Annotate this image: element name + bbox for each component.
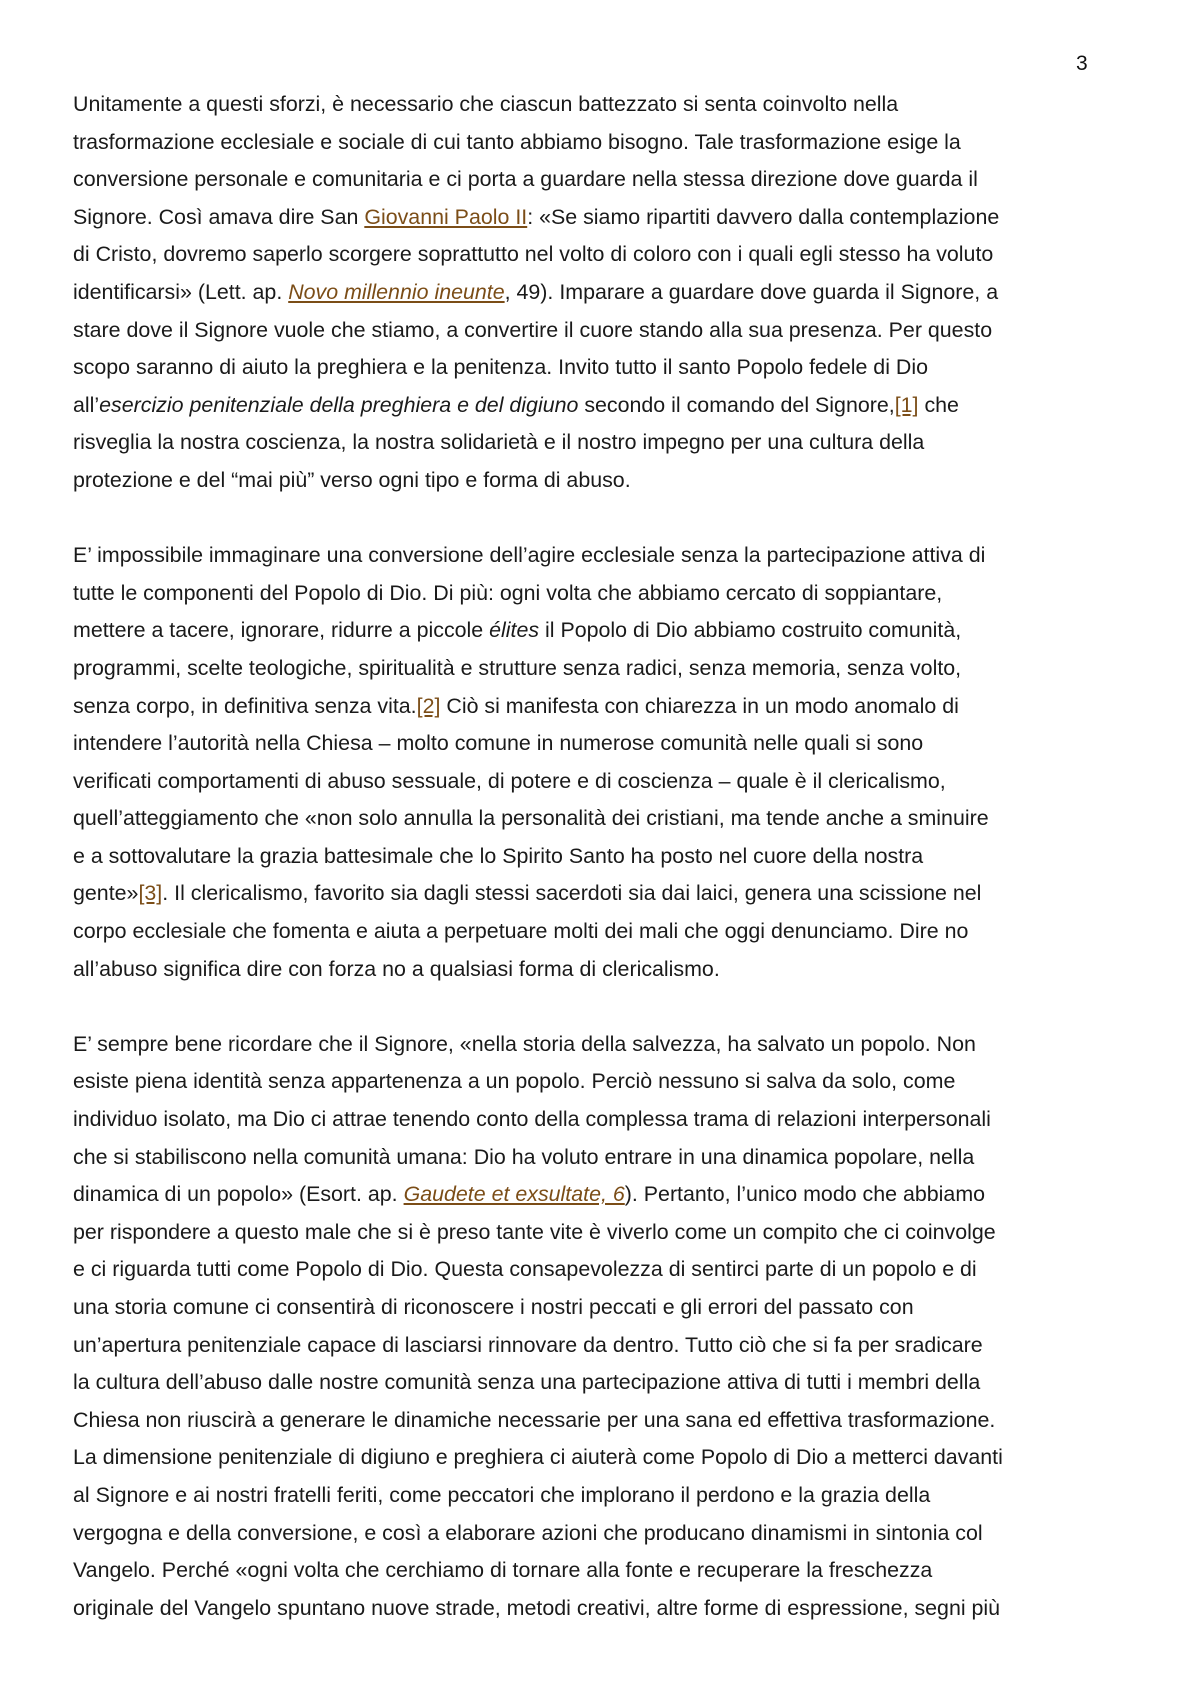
text-line: La dimensione penitenziale di digiuno e preghiera ci aiuterà come Popolo di Dio a metterci davanti [73, 1445, 1003, 1470]
text-line [73, 612, 1133, 650]
text-run: : «Se siamo ripartiti davvero dalla contemplazione [527, 204, 1000, 229]
paragraph-3 [73, 1026, 1133, 1628]
text-line [73, 387, 1133, 425]
text-line: e ci riguarda tutti come Popolo di Dio. Questa consapevolezza di sentirci parte di un popolo e di [73, 1257, 977, 1282]
text-line: la cultura dell’abuso dalle nostre comunità senza una partecipazione attiva di tutti i membri della [73, 1370, 981, 1395]
text-line: protezione e del “mai più” verso ogni tipo e forma di abuso. [73, 467, 631, 492]
text-line: Vangelo. Perché «ogni volta che cerchiamo di tornare alla fonte e recuperare la freschezza [73, 1558, 933, 1583]
text-line: programmi, scelte teologiche, spiritualità e strutture senza radici, senza memoria, senza volto, [73, 655, 962, 680]
text-line: scopo saranno di aiuto la preghiera e la penitenza. Invito tutto il santo Popolo fedele di Dio [73, 355, 928, 380]
text-line: verificati comportamenti di abuso sessuale, di potere e di coscienza – quale è il clericalismo, [73, 768, 946, 793]
text-line [73, 274, 1133, 312]
text-run: mettere a tacere, ignorare, ridurre a piccole [73, 618, 490, 643]
text-run: gente» [73, 881, 139, 906]
paragraph-spacer [73, 500, 1133, 538]
text-line: vergogna e della conversione, e così a elaborare azioni che producano dinamismi in sintonia col [73, 1520, 983, 1545]
text-run: Ciò si manifesta con chiarezza in un modo anomalo di [440, 693, 959, 718]
text-line: individuo isolato, ma Dio ci attrae tenendo conto della complessa trama di relazioni interpersonali [73, 1107, 991, 1132]
emphasis-text: esercizio penitenziale della preghiera e del digiuno [99, 392, 579, 417]
text-line [73, 688, 1133, 726]
text-line: risveglia la nostra coscienza, la nostra solidarietà e il nostro impegno per una cultura della [73, 430, 925, 455]
text-line: Chiesa non riuscirà a generare le dinamiche necessarie per una sana ed effettiva trasformazione. [73, 1407, 996, 1432]
text-line: tutte le componenti del Popolo di Dio. Di più: ogni volta che abbiamo cercato di soppiantare, [73, 580, 943, 605]
text-line: e a sottovalutare la grazia battesimale che lo Spirito Santo ha posto nel cuore della nostra [73, 843, 924, 868]
paragraph-2 [73, 537, 1133, 988]
text-run: ). Pertanto, l’unico modo che abbiamo [624, 1182, 986, 1207]
text-run: . Il clericalismo, favorito sia dagli stessi sacerdoti sia dai laici, genera una scissione nel [162, 881, 982, 906]
paragraph-spacer [73, 988, 1133, 1026]
text-line: di Cristo, dovremo saperlo scorgere soprattutto nel volto di coloro con i quali egli stesso ha voluto [73, 242, 994, 267]
text-line: all’abuso significa dire con forza no a qualsiasi forma di clericalismo. [73, 956, 720, 981]
text-line: esiste piena identità senza appartenenza a un popolo. Perciò nessuno si salva da solo, come [73, 1069, 956, 1094]
text-line: corpo ecclesiale che fomenta e aiuta a perpetuare molti dei mali che oggi denunciamo. Dire no [73, 919, 969, 944]
text-run: il Popolo di Dio abbiamo costruito comunità, [539, 618, 962, 643]
text-run: Signore. Così amava dire San [73, 204, 365, 229]
text-line: intendere l’autorità nella Chiesa – molto comune in numerose comunità nelle quali si sono [73, 731, 924, 756]
emphasis-text: élites [489, 618, 540, 643]
text-line: stare dove il Signore vuole che stiamo, a convertire il cuore stando alla sua presenza. Per questo [73, 317, 993, 342]
footnote-link-1[interactable]: [1] [894, 392, 919, 417]
link-giovanni-paolo-ii[interactable]: Giovanni Paolo II [364, 204, 528, 229]
text-line: un’apertura penitenziale capace di lasciarsi rinnovare da dentro. Tutto ciò che si fa per sradicare [73, 1332, 983, 1357]
paragraph-1 [73, 86, 1133, 500]
link-novo-millennio-ineunte[interactable]: Novo millennio ineunte [288, 279, 505, 304]
text-run: che [918, 392, 959, 417]
text-line: originale del Vangelo spuntano nuove strade, metodi creativi, altre forme di espressione, segni più [73, 1595, 1001, 1620]
text-line [73, 875, 1133, 913]
text-line: per rispondere a questo male che si è preso tante vite è viverlo come un compito che ci coinvolge [73, 1219, 996, 1244]
text-run: , 49). Imparare a guardare dove guarda il Signore, a [504, 279, 999, 304]
text-line: Unitamente a questi sforzi, è necessario che ciascun battezzato si senta coinvolto nella [73, 92, 899, 116]
text-line: E’ impossibile immaginare una conversione dell’agire ecclesiale senza la partecipazione attiva di [73, 543, 986, 568]
footnote-link-2[interactable]: [2] [416, 693, 441, 718]
text-line: trasformazione ecclesiale e sociale di cui tanto abbiamo bisogno. Tale trasformazione esige la [73, 129, 961, 154]
text-run: all’ [73, 392, 100, 417]
text-line: quell’atteggiamento che «non solo annulla la personalità dei cristiani, ma tende anche a sminuire [73, 806, 989, 831]
text-line: una storia comune ci consentirà di riconoscere i nostri peccati e gli errori del passato con [73, 1295, 914, 1319]
text-line: al Signore e ai nostri fratelli feriti, come peccatori che implorano il perdono e la grazia della [73, 1482, 931, 1507]
text-line: che si stabiliscono nella comunità umana: Dio ha voluto entrare in una dinamica popolare, nella [73, 1144, 975, 1169]
text-run: dinamica di un popolo» (Esort. ap. [73, 1182, 404, 1207]
body-text [73, 86, 1133, 1627]
page-number: 3 [1076, 52, 1088, 75]
footnote-link-3[interactable]: [3] [138, 881, 163, 906]
link-gaudete-et-exsultate[interactable]: Gaudete et exsultate, 6 [403, 1182, 625, 1207]
text-run: senza corpo, in definitiva senza vita. [73, 693, 417, 718]
text-run: secondo il comando del Signore, [578, 392, 895, 417]
text-line: E’ sempre bene ricordare che il Signore, «nella storia della salvezza, ha salvato un popolo. Non [73, 1031, 976, 1056]
text-line [73, 1176, 1133, 1214]
text-line [73, 199, 1133, 237]
text-run: identificarsi» (Lett. ap. [73, 279, 289, 304]
text-line: conversione personale e comunitaria e ci porta a guardare nella stessa direzione dove guarda il [73, 167, 978, 192]
